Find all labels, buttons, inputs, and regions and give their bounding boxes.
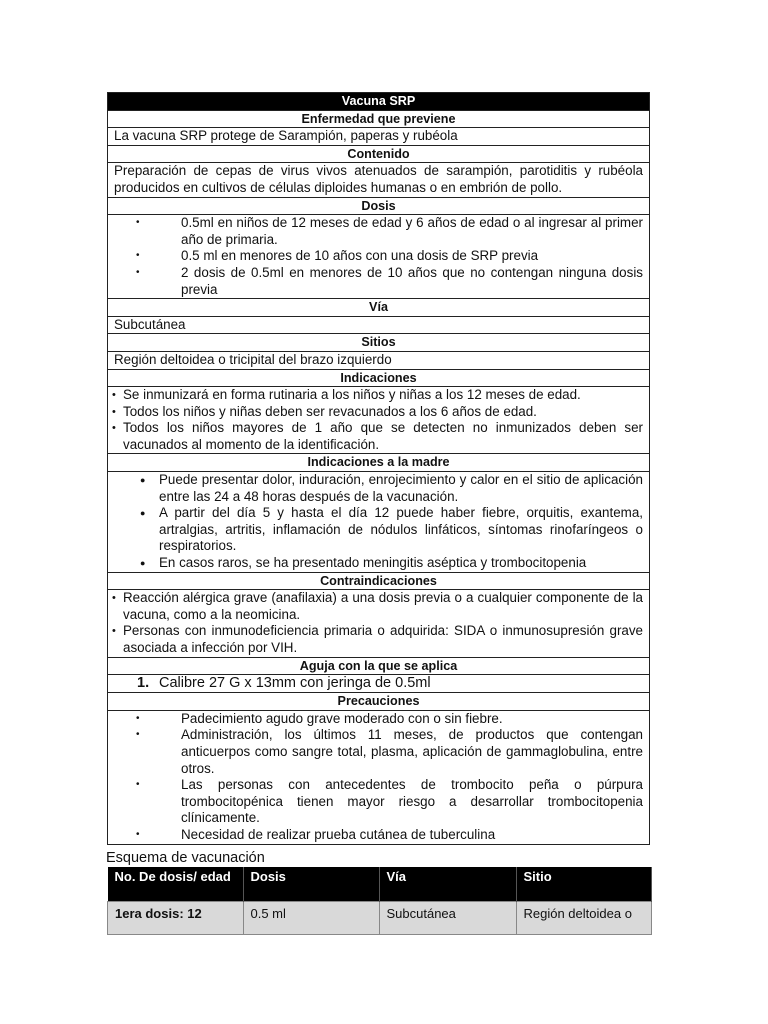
precauciones-list	[114, 711, 643, 844]
column-header: Dosis	[243, 867, 379, 902]
list-item: • Reacción alérgica grave (anafilaxia) a una dosis previa o a cualquier componente de la vacuna, como a la neomicina.	[112, 590, 643, 623]
list-item: • 0.5ml en niños de 12 meses de edad y 6 años de edad o al ingresar al primer año de primaria.	[114, 215, 643, 248]
dosis-list	[114, 215, 643, 298]
dosis-list-cell	[108, 215, 650, 299]
indicaciones-list	[112, 387, 643, 453]
column-header: Vía	[379, 867, 516, 902]
section-header-enfermedad: Enfermedad que previene	[108, 110, 650, 128]
section-header-madre: Indicaciones a la madre	[108, 454, 650, 472]
list-item: • Todos los niños mayores de 1 año que se detecten no inmunizados deben ser vacunados al momento de la identificación.	[112, 420, 643, 453]
list-number: 1.	[137, 675, 150, 692]
column-header: Sitio	[516, 867, 652, 902]
schedule-table	[107, 867, 652, 935]
contenido-text: Preparación de cepas de virus vivos atenuados de sarampión, parotiditis y rubéola producidos en cultivos de células diploides humanas o en embrión de pollo.	[108, 163, 650, 197]
aguja-text: Calibre 27 G x 13mm con jeringa de 0.5ml	[159, 675, 431, 692]
list-item: • Las personas con antecedentes de trombocito peña o púrpura trombocitopénica tienen mayor riesgo a desarrollar trombocitopenia clínicamente.	[114, 777, 643, 827]
section-header-aguja: Aguja con la que se aplica	[108, 657, 650, 675]
list-item: • 0.5 ml en menores de 10 años con una dosis de SRP previa	[114, 248, 643, 265]
section-header-via: Vía	[108, 299, 650, 317]
list-item: • Padecimiento agudo grave moderado con o sin fiebre.	[114, 711, 643, 728]
contraindicaciones-list	[112, 590, 643, 656]
list-item: • 2 dosis de 0.5ml en menores de 10 años que no contengan ninguna dosis previa	[114, 265, 643, 298]
via-text: Subcutánea	[108, 316, 650, 334]
list-item: ● Puede presentar dolor, induración, enrojecimiento y calor en el sitio de aplicación entre las 24 a 48 horas después de la vacunación.	[114, 472, 643, 505]
list-item: • Administración, los últimos 11 meses, de productos que contengan anticuerpos como sangre total, plasma, aplicación de gammaglobulina, entre otros.	[114, 727, 643, 777]
list-item: • Personas con inmunodeficiencia primaria o adquirida: SIDA o inmunosupresión grave asociada a infección por VIH.	[112, 623, 643, 656]
table-cell: Región deltoidea o	[516, 902, 652, 935]
section-header-contenido: Contenido	[108, 145, 650, 163]
madre-list-cell	[108, 472, 650, 573]
section-header-indicaciones: Indicaciones	[108, 369, 650, 387]
list-item: ● A partir del día 5 y hasta el día 12 puede haber fiebre, orquitis, exantema, artralgias, artritis, inflamación de nódulos linfáticos, síntomas rinofaríngeos o respiratorios.	[114, 505, 643, 555]
list-item	[114, 675, 643, 692]
precauciones-list-cell	[108, 710, 650, 844]
list-item: ● En casos raros, se ha presentado meningitis aséptica y trombocitopenia	[114, 555, 643, 572]
enfermedad-text: La vacuna SRP protege de Sarampión, paperas y rubéola	[108, 128, 650, 146]
table-cell: 0.5 ml	[243, 902, 379, 935]
schedule-caption: Esquema de vacunación	[106, 850, 265, 866]
list-item: • Se inmunizará en forma rutinaria a los niños y niñas a los 12 meses de edad.	[112, 387, 643, 404]
vaccine-info-table	[107, 92, 650, 845]
table-cell: Subcutánea	[379, 902, 516, 935]
table-cell: 1era dosis: 12	[108, 902, 244, 935]
section-header-dosis: Dosis	[108, 197, 650, 215]
schedule-header-row	[108, 867, 652, 902]
list-item: • Necesidad de realizar prueba cutánea de tuberculina	[114, 827, 643, 844]
list-item: • Todos los niños y niñas deben ser revacunados a los 6 años de edad.	[112, 404, 643, 421]
section-header-precauciones: Precauciones	[108, 693, 650, 711]
table-title: Vacuna SRP	[108, 93, 650, 111]
table-row	[108, 902, 652, 935]
column-header: No. De dosis/ edad	[108, 867, 244, 902]
madre-list	[114, 472, 643, 572]
indicaciones-list-cell	[108, 387, 650, 454]
aguja-list	[114, 675, 643, 692]
section-header-sitios: Sitios	[108, 334, 650, 352]
section-header-contraindicaciones: Contraindicaciones	[108, 572, 650, 590]
aguja-list-cell	[108, 675, 650, 693]
sitios-text: Región deltoidea o tricipital del brazo izquierdo	[108, 351, 650, 369]
contraindicaciones-list-cell	[108, 590, 650, 657]
